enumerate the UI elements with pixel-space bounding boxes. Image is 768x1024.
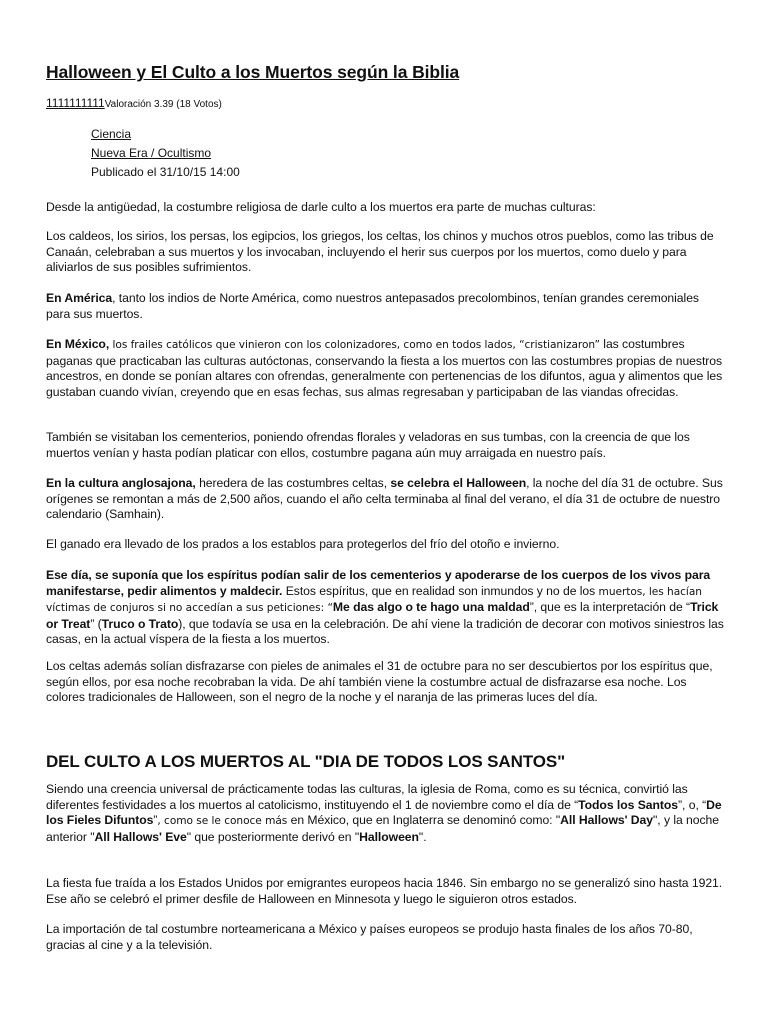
publish-date: Publicado el 31/10/15 14:00 — [91, 165, 240, 179]
text-span: , como se le conoce más — [157, 815, 288, 828]
text-span: ”, que es la interpretación de “ — [529, 600, 691, 615]
rating-link[interactable]: 1111111111 — [46, 96, 105, 110]
paragraph-anglosaxon — [46, 476, 726, 523]
bold-text: se celebra el Halloween — [390, 476, 527, 490]
paragraph-america — [46, 291, 726, 322]
text-span: " que posteriormente derivó en " — [186, 829, 360, 844]
bold-text: En México, — [46, 337, 110, 351]
text-span: en México, que en Inglaterra se denominó como: " — [287, 813, 561, 828]
text-span: ”, o, “ — [678, 797, 707, 812]
bold-text: De los Fieles Difuntos — [46, 797, 722, 828]
text-span: ), que todavía se usa en la celebración. De ahí viene la tradición de decorar con motivos siniestros las casas, en la actual víspera de la fiesta a los muertos. — [46, 616, 724, 647]
text-span: ", y la noche anterior " — [46, 813, 720, 844]
section-heading: DEL CULTO A LOS MUERTOS AL "DIA DE TODOS LOS SANTOS" — [46, 752, 566, 771]
paragraph-cattle: El ganado era llevado de los prados a los establos para protegerlos del frío del otoño e invierno. — [46, 537, 560, 551]
bold-text: Todos los Santos — [578, 797, 679, 812]
text-span: muertos, les hacían víctimas de conjuros si no accedían a sus peticiones: “ — [46, 585, 702, 615]
bold-text: All Hallows' Eve — [94, 829, 187, 844]
text-span: heredera de las costumbres celtas, — [195, 476, 391, 490]
paragraph-cemeteries: También se visitaban los cementerios, poniendo ofrendas florales y veladoras en sus tumbas, con la creencia de que los muertos venían y hasta podían platicar con ellos, costumbre pagana aún muy arraigada en nuestro país. — [46, 430, 690, 460]
text-span: , tanto los indios de Norte América, como nuestros antepasados precolombinos, tenían grandes ceremoniales para sus muertos. — [46, 291, 699, 321]
rating-text: Valoración 3.39 (18 Votos) — [104, 99, 222, 110]
bold-text: Halloween — [359, 829, 419, 844]
text-span: las costumbres paganas que practicaban las culturas autóctonas, conservando la fiesta a los muertos con las costumbres propias de nuestros ancestros, en donde se ponían altares con ofrendas, generalmente con pertenencias de los difuntos, agua y alimentos que les gustaban cuando vivían, creyendo que en esas fechas, sus almas regresaban y participaban de las viandas ofrecidas. — [46, 337, 723, 399]
article-title: Halloween y El Culto a los Muertos según la Biblia — [46, 62, 460, 82]
subcategory-link[interactable]: Nueva Era / Ocultismo — [91, 146, 212, 160]
text-span: los frailes católicos que vinieron con los colonizadores, como en todos lados, “cristianizaron” — [109, 339, 600, 351]
bold-text: Ese día, se suponía que los espíritus podían salir de los cementerios y apoderarse de los cuerpos de los vivos para manifestarse, pedir alimentos y maldecir. — [46, 568, 711, 598]
paragraph-celts: Los celtas además solían disfrazarse con pieles de animales el 31 de octubre para no ser descubiertos por los espíritus que, según ellos, por esa noche recobraban la vida. De ahí también viene la costumbre actual de disfrazarse esa noche. Los colores tradicionales de Halloween, son el negro de la noche y el naranja de las primeras luces del día. — [46, 659, 713, 705]
text-span: ". — [418, 829, 427, 844]
bold-text: En América — [46, 291, 113, 305]
text-span: Siendo una creencia universal de prácticamente todas las culturas, la iglesia de Roma, como es su técnica, convirtió las diferentes festividades a los muertos al catolicismo, instituyendo el 1 de noviembre como el día de “ — [46, 782, 688, 812]
text-span: ” — [153, 813, 158, 828]
text-span: , la noche del día 31 de octubre. Sus orígenes se remontan a más de 2,500 años, cuando el año celta terminaba al final del verano, el día 31 de octubre de nuestro calendario (Samhain). — [46, 476, 723, 522]
bold-text: Me das algo o te hago una maldad — [332, 600, 530, 615]
bold-text: En la cultura anglosajona, — [46, 476, 196, 490]
text-span: Estos espíritus, que en realidad son inmundos y no de los — [282, 583, 599, 598]
paragraph-intro: Desde la antigüedad, la costumbre religiosa de darle culto a los muertos era parte de muchas culturas: — [46, 200, 596, 214]
paragraph-ancient-cultures: Los caldeos, los sirios, los persas, los egipcios, los griegos, los celtas, los chinos y muchos otros pueblos, como las tribus de Canaán, celebraban a sus muertos y los invocaban, incluyendo el herir sus cuerpos por los muertos, como duelo y para aliviarlos de sus posibles sufrimientos. — [46, 229, 714, 275]
bold-text: Trick or Treat — [46, 600, 719, 631]
paragraph-usa: La fiesta fue traída a los Estados Unidos por emigrantes europeos hacia 1846. Sin embargo no se generalizó sino hasta 1921. Ese año se celebró el primer desfile de Halloween en Minnesota y luego le siguieron otros estados. — [46, 876, 723, 906]
bold-text: All Hallows' Day — [560, 813, 653, 828]
text-span: ” ( — [90, 616, 102, 631]
paragraph-spirits — [46, 568, 726, 648]
rating-line — [46, 96, 222, 110]
category-link[interactable]: Ciencia — [91, 127, 132, 141]
bold-text: Truco o Trato — [101, 616, 179, 631]
article-meta — [91, 125, 240, 182]
paragraph-rome — [46, 782, 726, 845]
paragraph-import: La importación de tal costumbre norteamericana a México y países europeos se produjo hasta finales de los años 70-80, gracias al cine y a la televisión. — [46, 922, 693, 952]
paragraph-mexico — [46, 337, 726, 400]
